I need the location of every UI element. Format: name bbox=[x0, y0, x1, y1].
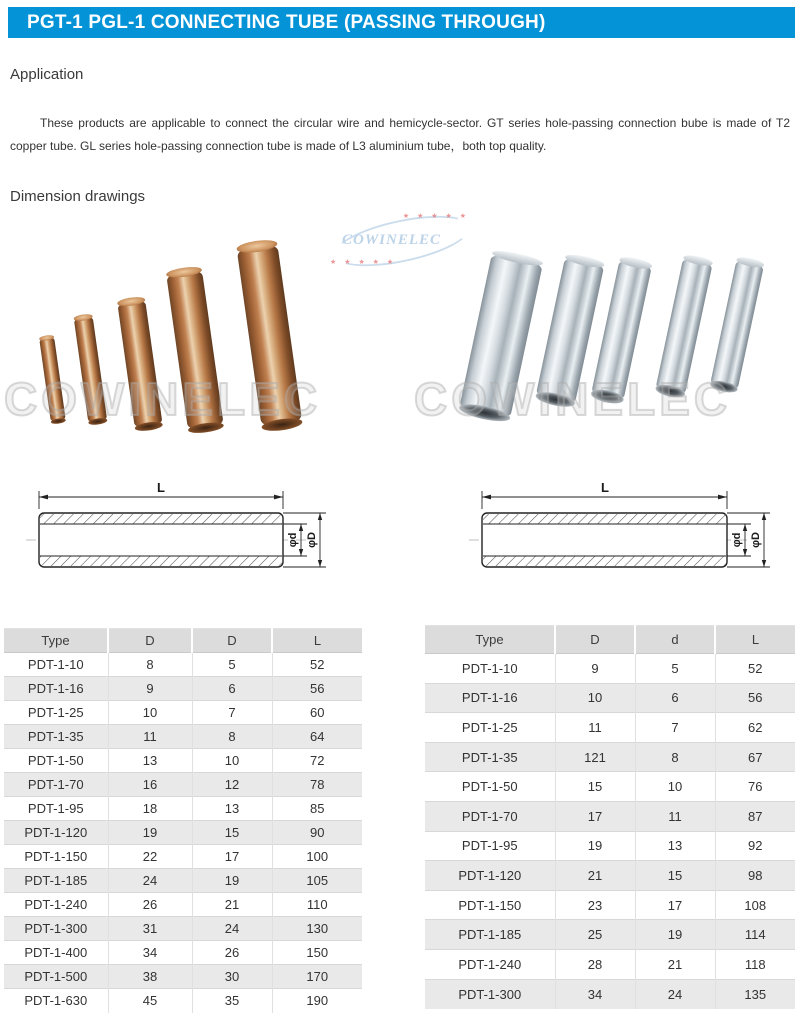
table-cell: 5 bbox=[635, 654, 715, 684]
table-cell: PDT-1-120 bbox=[425, 861, 555, 891]
watermark-right: COWINELEC bbox=[414, 373, 732, 425]
table-row bbox=[4, 653, 362, 677]
table-cell: 56 bbox=[715, 683, 795, 713]
table-cell: 56 bbox=[272, 677, 362, 701]
table-cell: 10 bbox=[108, 701, 192, 725]
table-row bbox=[425, 683, 795, 713]
table-row bbox=[425, 713, 795, 743]
table-row bbox=[425, 742, 795, 772]
table-cell: PDT-1-50 bbox=[425, 772, 555, 802]
watermark-left: COWINELEC bbox=[4, 373, 322, 425]
table-row bbox=[4, 917, 362, 941]
column-header: L bbox=[715, 626, 795, 654]
table-cell: 22 bbox=[108, 845, 192, 869]
table-cell: PDT-1-300 bbox=[425, 979, 555, 1009]
table-row bbox=[4, 677, 362, 701]
table-cell: 64 bbox=[272, 725, 362, 749]
table-cell: 72 bbox=[272, 749, 362, 773]
table-row bbox=[4, 821, 362, 845]
table-row bbox=[4, 869, 362, 893]
logo-text: COWINELEC bbox=[342, 232, 442, 248]
table-row bbox=[4, 989, 362, 1013]
table-cell: PDT-1-35 bbox=[4, 725, 108, 749]
table-cell: 60 bbox=[272, 701, 362, 725]
aluminium-tube-spec-table bbox=[425, 625, 795, 1009]
table-cell: 15 bbox=[192, 821, 272, 845]
table-cell: 8 bbox=[192, 725, 272, 749]
table-cell: 8 bbox=[108, 653, 192, 677]
column-header: L bbox=[272, 629, 362, 653]
table-header-row bbox=[425, 626, 795, 654]
table-cell: 23 bbox=[555, 890, 635, 920]
table-cell: 108 bbox=[715, 890, 795, 920]
table-cell: 150 bbox=[272, 941, 362, 965]
table-cell: 100 bbox=[272, 845, 362, 869]
table-row bbox=[425, 801, 795, 831]
table-cell: 10 bbox=[192, 749, 272, 773]
table-row bbox=[4, 749, 362, 773]
column-header: D bbox=[108, 629, 192, 653]
table-cell: 45 bbox=[108, 989, 192, 1013]
page-title-bar bbox=[8, 7, 795, 38]
table-cell: 13 bbox=[635, 831, 715, 861]
table-cell: 98 bbox=[715, 861, 795, 891]
table-cell: 92 bbox=[715, 831, 795, 861]
inner-diameter-dim-label: φd bbox=[287, 532, 299, 548]
table-row bbox=[425, 920, 795, 950]
table-cell: 130 bbox=[272, 917, 362, 941]
table-cell: 52 bbox=[272, 653, 362, 677]
table-cell: 13 bbox=[108, 749, 192, 773]
table-cell: 30 bbox=[192, 965, 272, 989]
table-cell: 9 bbox=[108, 677, 192, 701]
table-cell: 78 bbox=[272, 773, 362, 797]
column-header: Type bbox=[4, 629, 108, 653]
table-cell: 190 bbox=[272, 989, 362, 1013]
table-row bbox=[4, 941, 362, 965]
tube-top-face bbox=[736, 256, 765, 269]
outer-diameter-dim-label: φD bbox=[306, 532, 318, 548]
table-cell: 26 bbox=[108, 893, 192, 917]
table-cell: 13 bbox=[192, 797, 272, 821]
table-cell: 34 bbox=[555, 979, 635, 1009]
table-cell: PDT-1-35 bbox=[425, 742, 555, 772]
logo-stars-icon: ★ ★ ★ ★ ★ bbox=[330, 259, 397, 266]
table-row bbox=[4, 773, 362, 797]
table-cell: PDT-1-185 bbox=[425, 920, 555, 950]
table-row bbox=[425, 949, 795, 979]
table-cell: 16 bbox=[108, 773, 192, 797]
table-row bbox=[425, 890, 795, 920]
table-cell: 11 bbox=[635, 801, 715, 831]
table-cell: 17 bbox=[635, 890, 715, 920]
table-cell: 12 bbox=[192, 773, 272, 797]
table-cell: 38 bbox=[108, 965, 192, 989]
outer-diameter-dim-label: φD bbox=[750, 532, 762, 548]
table-cell: 35 bbox=[192, 989, 272, 1013]
table-row bbox=[4, 701, 362, 725]
tube-top-face bbox=[39, 335, 55, 342]
table-cell: 10 bbox=[555, 683, 635, 713]
table-cell: PDT-1-16 bbox=[4, 677, 108, 701]
table-cell: PDT-1-150 bbox=[4, 845, 108, 869]
tube-top-face bbox=[117, 296, 146, 307]
table-cell: 67 bbox=[715, 742, 795, 772]
table-cell: PDT-1-150 bbox=[425, 890, 555, 920]
tube-top-face bbox=[564, 253, 605, 270]
table-row bbox=[425, 831, 795, 861]
tube-top-face bbox=[166, 265, 203, 280]
table-cell: 21 bbox=[555, 861, 635, 891]
table-cell: PDT-1-70 bbox=[4, 773, 108, 797]
table-cell: 24 bbox=[635, 979, 715, 1009]
table-cell: PDT-1-10 bbox=[425, 654, 555, 684]
column-header: Type bbox=[425, 626, 555, 654]
tube-top-face bbox=[236, 238, 278, 255]
table-cell: 6 bbox=[635, 683, 715, 713]
table-cell: 105 bbox=[272, 869, 362, 893]
inner-diameter-dim-label: φd bbox=[731, 532, 743, 548]
copper-tube-spec-table bbox=[4, 628, 362, 1013]
table-cell: 135 bbox=[715, 979, 795, 1009]
table-cell: 114 bbox=[715, 920, 795, 950]
table-cell: 52 bbox=[715, 654, 795, 684]
logo-stars-icon: ★ ★ ★ ★ ★ bbox=[402, 213, 469, 220]
table-cell: 8 bbox=[635, 742, 715, 772]
table-row bbox=[425, 654, 795, 684]
tube-top-face bbox=[619, 255, 653, 270]
table-cell: 110 bbox=[272, 893, 362, 917]
table-header-row bbox=[4, 629, 362, 653]
table-cell: PDT-1-240 bbox=[4, 893, 108, 917]
table-cell: PDT-1-95 bbox=[425, 831, 555, 861]
application-heading: Application bbox=[10, 66, 84, 83]
dimension-drawing-copper bbox=[10, 478, 345, 606]
table-cell: 17 bbox=[555, 801, 635, 831]
table-cell: PDT-1-95 bbox=[4, 797, 108, 821]
table-cell: PDT-1-25 bbox=[4, 701, 108, 725]
table-cell: 26 bbox=[192, 941, 272, 965]
table-cell: PDT-1-240 bbox=[425, 949, 555, 979]
table-cell: 15 bbox=[555, 772, 635, 802]
brand-logo bbox=[330, 212, 475, 268]
table-cell: 19 bbox=[635, 920, 715, 950]
table-row bbox=[4, 893, 362, 917]
table-cell: PDT-1-50 bbox=[4, 749, 108, 773]
table-row bbox=[4, 845, 362, 869]
table-row bbox=[4, 725, 362, 749]
column-header: D bbox=[192, 629, 272, 653]
tube-top-face bbox=[682, 254, 713, 268]
table-cell: 19 bbox=[192, 869, 272, 893]
dimension-drawing-aluminium bbox=[445, 478, 785, 606]
length-dim-label: L bbox=[601, 480, 609, 495]
table-cell: 34 bbox=[108, 941, 192, 965]
table-row bbox=[425, 861, 795, 891]
table-cell: 31 bbox=[108, 917, 192, 941]
tube-top-face bbox=[491, 248, 544, 268]
table-cell: PDT-1-300 bbox=[4, 917, 108, 941]
table-cell: PDT-1-16 bbox=[425, 683, 555, 713]
table-cell: 62 bbox=[715, 713, 795, 743]
table-cell: 11 bbox=[108, 725, 192, 749]
application-text: These products are applicable to connect the circular wire and hemicycle-sector. GT series hole-passing connection bube is made of T2 copper tube. GL series hole-passing connection tube is made of L3 aluminium tube，both top quality. bbox=[10, 116, 790, 154]
table-cell: 17 bbox=[192, 845, 272, 869]
table-row bbox=[4, 797, 362, 821]
table-cell: 18 bbox=[108, 797, 192, 821]
table-cell: 6 bbox=[192, 677, 272, 701]
table-cell: 15 bbox=[635, 861, 715, 891]
table-cell: PDT-1-25 bbox=[425, 713, 555, 743]
table-cell: 85 bbox=[272, 797, 362, 821]
table-cell: 170 bbox=[272, 965, 362, 989]
page-title: PGT-1 PGL-1 CONNECTING TUBE (PASSING THROUGH) bbox=[27, 11, 546, 33]
table-cell: PDT-1-630 bbox=[4, 989, 108, 1013]
table-cell: 24 bbox=[192, 917, 272, 941]
dimension-drawings-heading: Dimension drawings bbox=[10, 188, 146, 205]
table-cell: 76 bbox=[715, 772, 795, 802]
length-dim-label: L bbox=[157, 480, 165, 495]
table-cell: 21 bbox=[192, 893, 272, 917]
table-cell: 11 bbox=[555, 713, 635, 743]
table-cell: 121 bbox=[555, 742, 635, 772]
table-cell: 21 bbox=[635, 949, 715, 979]
column-header: d bbox=[635, 626, 715, 654]
table-cell: 19 bbox=[108, 821, 192, 845]
table-row bbox=[4, 965, 362, 989]
table-cell: 87 bbox=[715, 801, 795, 831]
table-cell: 19 bbox=[555, 831, 635, 861]
table-cell: 10 bbox=[635, 772, 715, 802]
table-cell: PDT-1-400 bbox=[4, 941, 108, 965]
table-cell: PDT-1-500 bbox=[4, 965, 108, 989]
table-cell: 28 bbox=[555, 949, 635, 979]
table-cell: 9 bbox=[555, 654, 635, 684]
table-cell: 7 bbox=[192, 701, 272, 725]
table-cell: PDT-1-185 bbox=[4, 869, 108, 893]
table-cell: 118 bbox=[715, 949, 795, 979]
column-header: D bbox=[555, 626, 635, 654]
table-cell: PDT-1-10 bbox=[4, 653, 108, 677]
table-cell: PDT-1-70 bbox=[425, 801, 555, 831]
table-cell: 24 bbox=[108, 869, 192, 893]
table-cell: 25 bbox=[555, 920, 635, 950]
table-cell: 7 bbox=[635, 713, 715, 743]
table-cell: 5 bbox=[192, 653, 272, 677]
table-cell: PDT-1-120 bbox=[4, 821, 108, 845]
table-row bbox=[425, 979, 795, 1009]
table-cell: 90 bbox=[272, 821, 362, 845]
table-row bbox=[425, 772, 795, 802]
tube-top-face bbox=[73, 313, 93, 322]
